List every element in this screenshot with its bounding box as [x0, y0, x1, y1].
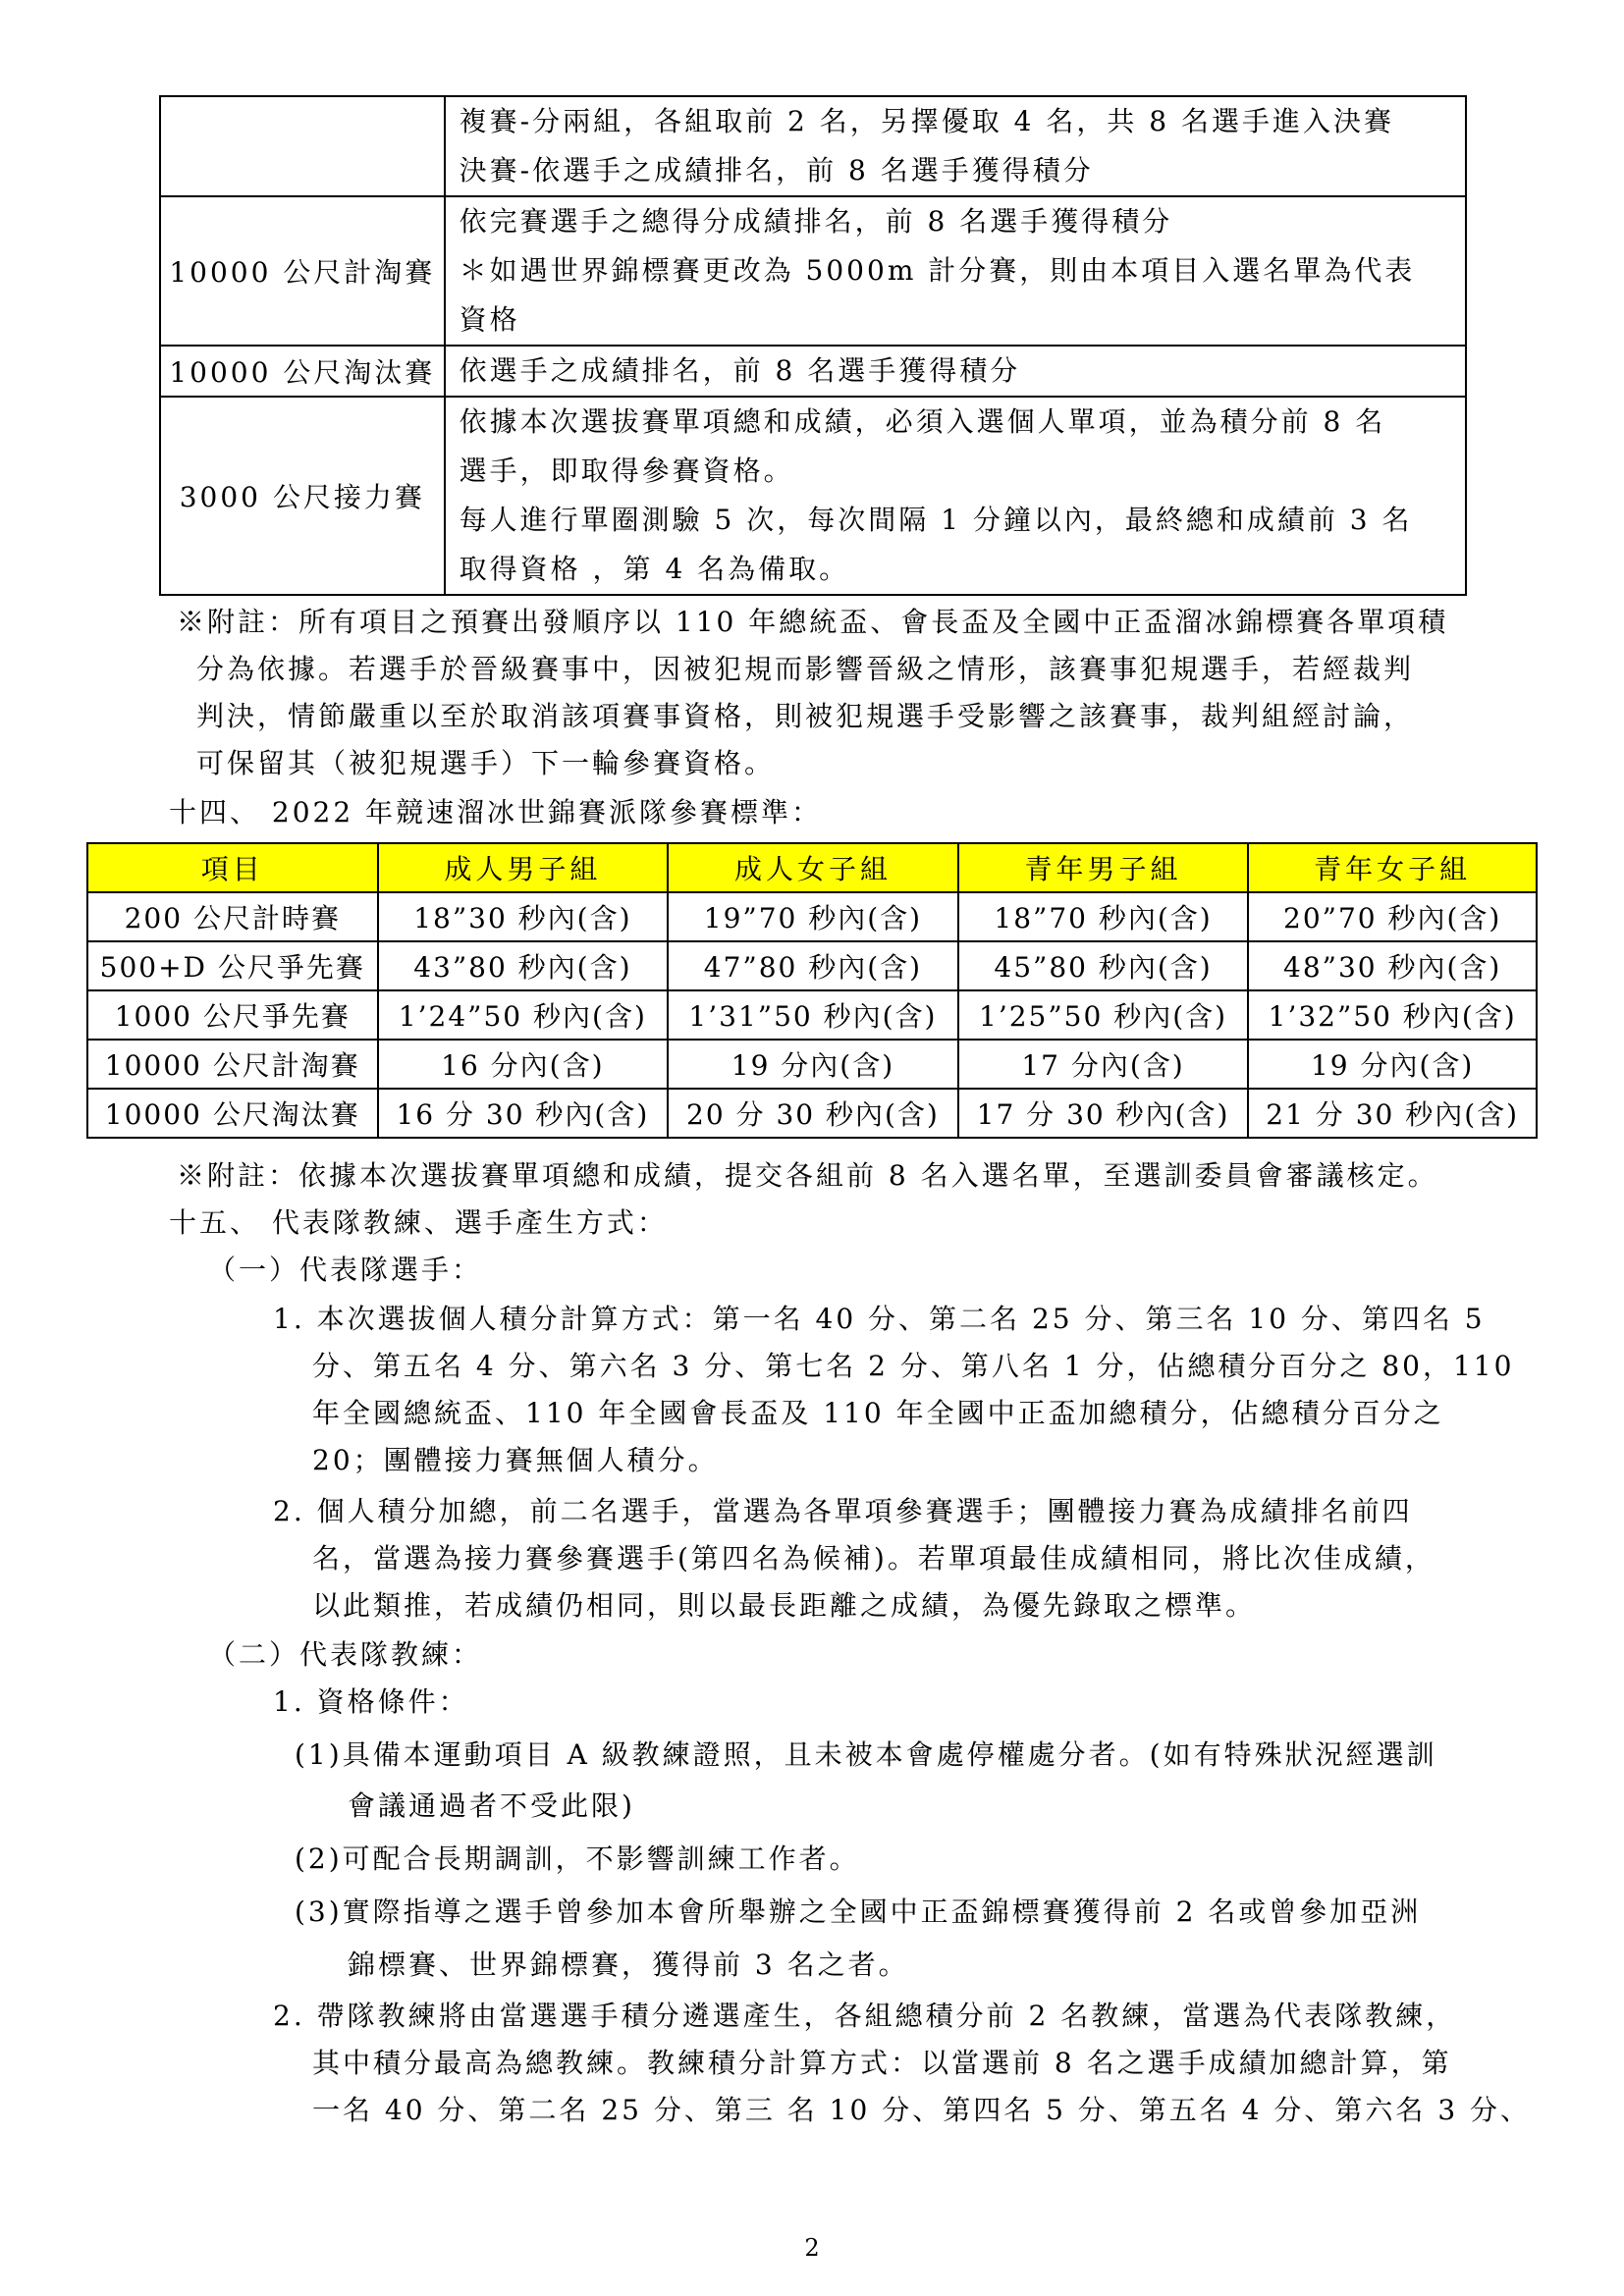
rules-line: 決賽-依選手之成績排名，前 8 名選手獲得積分 — [459, 154, 1094, 187]
table-row — [160, 196, 1466, 346]
paragraph-line: 名，當選為接力賽參賽選手(第四名為候補)。若單項最佳成績相同，將比次佳成績， — [312, 1542, 1435, 1575]
note-line: 可保留其（被犯規選手）下一輪參賽資格。 — [196, 747, 776, 779]
table-cell: 17 分 30 秒內(含) — [958, 1089, 1249, 1138]
paragraph-line: (2)可配合長期調訓，不影響訓練工作者。 — [295, 1842, 860, 1875]
column-header: 成人女子組 — [668, 843, 958, 892]
table-cell: 47”80 秒內(含) — [668, 941, 958, 990]
table-cell: 200 公尺計時賽 — [87, 892, 378, 941]
table-row — [87, 941, 1537, 990]
paragraph-line: 20；團體接力賽無個人積分。 — [312, 1444, 719, 1476]
column-header: 成人男子組 — [378, 843, 669, 892]
rules-content — [445, 96, 1466, 196]
table-row — [87, 1089, 1537, 1138]
paragraph-line: 2. 帶隊教練將由當選選手積分遴選產生，各組總積分前 2 名教練，當選為代表隊教練， — [273, 2000, 1457, 2032]
paragraph-line: 1. 資格條件： — [273, 1685, 469, 1718]
paragraph-line: (1)具備本運動項目 A 級教練證照，且未被本會處停權處分者。(如有特殊狀況經選訓 — [295, 1738, 1437, 1771]
paragraph-line: 年全國總統盃、110 年全國會長盃及 110 年全國中正盃加總積分，佔總積分百分之 — [312, 1397, 1444, 1429]
table-cell: 18”70 秒內(含) — [958, 892, 1249, 941]
table-cell: 19 分內(含) — [668, 1040, 958, 1089]
subsection-heading: （二）代表隊教練： — [208, 1638, 483, 1671]
rules-content — [445, 397, 1466, 595]
rules-line: ＊如遇世界錦標賽更改為 5000m 計分賽，則由本項目入選名單為代表 — [459, 254, 1416, 287]
rules-line: 每人進行單圈測驗 5 次，每次間隔 1 分鐘以內，最終總和成績前 3 名 — [459, 504, 1413, 536]
table-cell: 21 分 30 秒內(含) — [1248, 1089, 1537, 1138]
table-cell: 48”30 秒內(含) — [1248, 941, 1537, 990]
rules-line: 依據本次選拔賽單項總和成績，必須入選個人單項，並為積分前 8 名 — [459, 405, 1386, 438]
table-cell: 1’32”50 秒內(含) — [1248, 990, 1537, 1040]
table-cell: 1000 公尺爭先賽 — [87, 990, 378, 1040]
column-header: 青年女子組 — [1248, 843, 1537, 892]
paragraph-line: 一名 40 分、第二名 25 分、第三 名 10 分、第四名 5 分、第五名 4 分、第六名 3 分、 — [312, 2094, 1532, 2126]
paragraph-line: 2. 個人積分加總，前二名選手，當選為各單項參賽選手；團體接力賽為成績排名前四 — [273, 1495, 1413, 1527]
table-row — [87, 892, 1537, 941]
rules-content — [445, 346, 1466, 397]
note-line: 判決，情節嚴重以至於取消該項賽事資格，則被犯規選手受影響之該賽事，裁判組經討論， — [196, 700, 1415, 732]
paragraph-line: 1. 本次選拔個人積分計算方式：第一名 40 分、第二名 25 分、第三名 10 分、第四名 5 — [273, 1303, 1486, 1335]
table-cell: 20 分 30 秒內(含) — [668, 1089, 958, 1138]
section-heading: 十五、 代表隊教練、選手產生方式： — [169, 1206, 668, 1239]
paragraph-line: (3)實際指導之選手曾參加本會所舉辦之全國中正盃錦標賽獲得前 2 名或曾參加亞洲 — [295, 1896, 1422, 1928]
rules-label: 10000 公尺計淘賽 — [160, 196, 445, 346]
column-header: 青年男子組 — [958, 843, 1249, 892]
note-line: ※附註：所有項目之預賽出發順序以 110 年總統盃、會長盃及全國中正盃溜冰錦標賽各單項積 — [177, 606, 1449, 638]
rules-label: 3000 公尺接力賽 — [160, 397, 445, 595]
table-row — [160, 96, 1466, 196]
rules-label — [160, 96, 445, 196]
table-row — [87, 1040, 1537, 1089]
table-cell: 16 分 30 秒內(含) — [378, 1089, 669, 1138]
rules-line: 資格 — [459, 303, 520, 336]
table-cell: 20”70 秒內(含) — [1248, 892, 1537, 941]
table-row — [160, 397, 1466, 595]
table-cell: 1’31”50 秒內(含) — [668, 990, 958, 1040]
paragraph-line: 其中積分最高為總教練。教練積分計算方式：以當選前 8 名之選手成績加總計算，第 — [312, 2047, 1452, 2079]
table-cell: 17 分內(含) — [958, 1040, 1249, 1089]
table-row — [160, 346, 1466, 397]
table-cell: 500+D 公尺爭先賽 — [87, 941, 378, 990]
table-cell: 19 分內(含) — [1248, 1040, 1537, 1089]
paragraph-line: 以此類推，若成績仍相同，則以最長距離之成績，為優先錄取之標準。 — [312, 1589, 1257, 1622]
note-line: ※附註：依據本次選拔賽單項總和成績，提交各組前 8 名入選名單，至選訓委員會審議核定。 — [177, 1159, 1438, 1192]
table-cell: 16 分內(含) — [378, 1040, 669, 1089]
page-number: 2 — [804, 2234, 820, 2262]
table-cell: 45”80 秒內(含) — [958, 941, 1249, 990]
rules-line: 選手，即取得參賽資格。 — [459, 454, 794, 487]
section-heading: 十四、 2022 年競速溜冰世錦賽派隊參賽標準： — [169, 796, 823, 828]
rules-line: 複賽-分兩組，各組取前 2 名，另擇優取 4 名，共 8 名選手進入決賽 — [459, 105, 1394, 137]
rules-label: 10000 公尺淘汰賽 — [160, 346, 445, 397]
subsection-heading: （一）代表隊選手： — [208, 1254, 483, 1286]
rules-table — [159, 95, 1467, 596]
paragraph-line: 會議通過者不受此限) — [348, 1789, 635, 1822]
rules-content — [445, 196, 1466, 346]
table-cell: 43”80 秒內(含) — [378, 941, 669, 990]
table-cell: 18”30 秒內(含) — [378, 892, 669, 941]
rules-line: 依完賽選手之總得分成績排名，前 8 名選手獲得積分 — [459, 205, 1173, 238]
table-cell: 1’25”50 秒內(含) — [958, 990, 1249, 1040]
table-cell: 19”70 秒內(含) — [668, 892, 958, 941]
note-line: 分為依據。若選手於晉級賽事中，因被犯規而影響晉級之情形，該賽事犯規選手，若經裁判 — [196, 653, 1415, 685]
table-header-row — [87, 843, 1537, 892]
table-cell: 10000 公尺計淘賽 — [87, 1040, 378, 1089]
table-cell: 1’24”50 秒內(含) — [378, 990, 669, 1040]
paragraph-line: 錦標賽、世界錦標賽，獲得前 3 名之者。 — [348, 1949, 909, 1981]
column-header: 項目 — [87, 843, 378, 892]
table-cell: 10000 公尺淘汰賽 — [87, 1089, 378, 1138]
table-row — [87, 990, 1537, 1040]
paragraph-line: 分、第五名 4 分、第六名 3 分、第七名 2 分、第八名 1 分，佔總積分百分之 80，110 — [312, 1350, 1515, 1382]
rules-line: 取得資格 ，第 4 名為備取。 — [459, 553, 850, 585]
standards-table — [86, 842, 1538, 1139]
rules-line: 依選手之成績排名，前 8 名選手獲得積分 — [459, 354, 1021, 387]
